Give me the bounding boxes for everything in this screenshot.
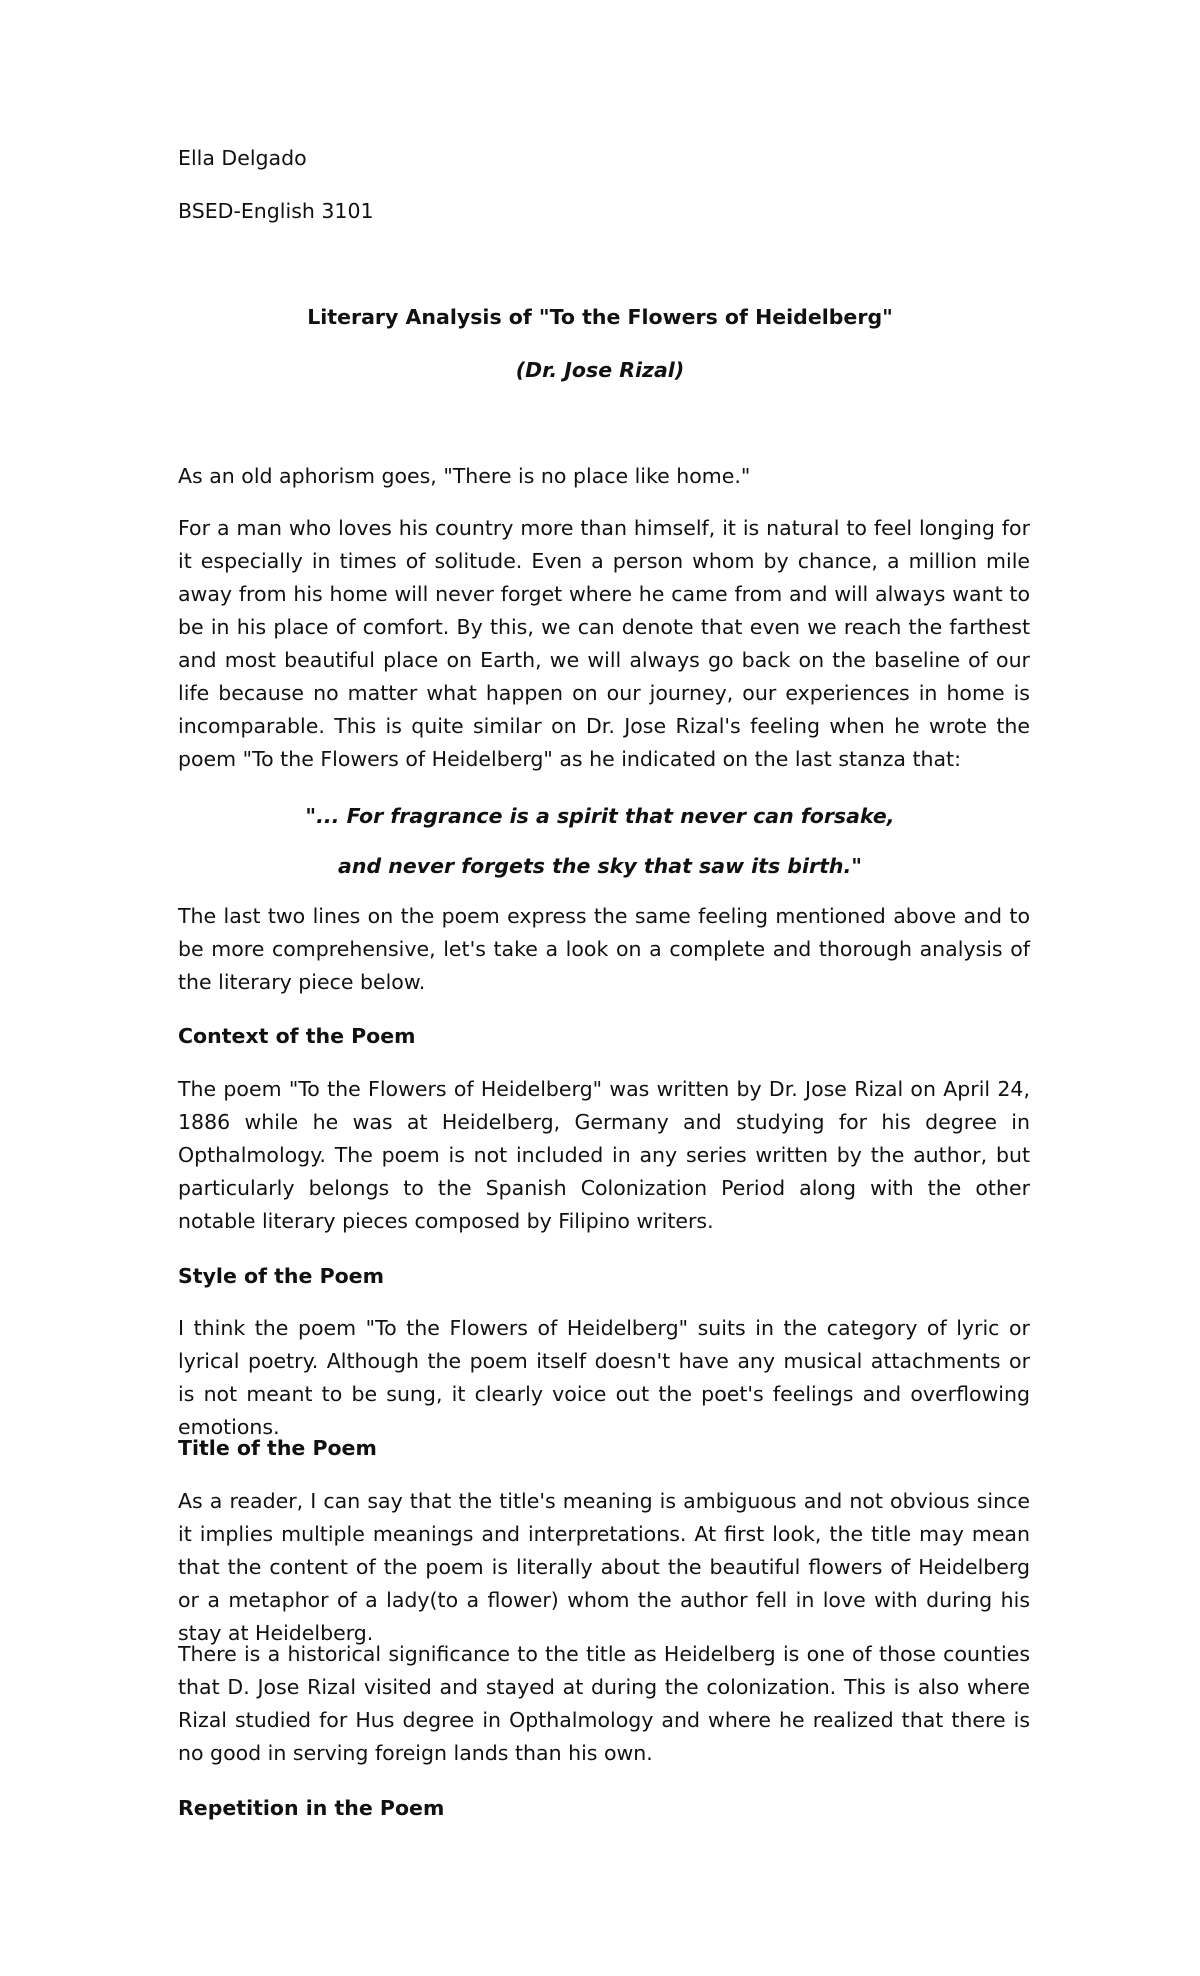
author-section: BSED-English 3101 bbox=[178, 199, 374, 223]
poem-quote-line-1: "... For fragrance is a spirit that never can forsake, bbox=[305, 804, 895, 828]
document-byline: (Dr. Jose Rizal) bbox=[515, 358, 685, 382]
style-heading: Style of the Poem bbox=[178, 1264, 384, 1288]
title-section-heading: Title of the Poem bbox=[178, 1436, 377, 1460]
poem-quote-line-2: and never forgets the sky that saw its birth." bbox=[338, 854, 862, 878]
document-title: Literary Analysis of "To the Flowers of Heidelberg" bbox=[307, 305, 893, 329]
intro-paragraph: For a man who loves his country more than himself, it is natural to feel longing for it especially in times of solitude. Even a person whom by chance, a million mile away from his home will never forget where he came from and will always want to be in his place of comfort. By this, we can denote that even we reach the farthest and most beautiful place on Earth, we will always go back on the baseline of our life because no matter what happen on our journey, our experiences in home is incomparable. This is quite similar on Dr. Jose Rizal's feeling when he wrote the poem "To the Flowers of Heidelberg" as he indicated on the last stanza that: bbox=[178, 516, 1030, 771]
author-name: Ella Delgado bbox=[178, 146, 307, 170]
intro-aphorism: As an old aphorism goes, "There is no place like home." bbox=[178, 464, 751, 488]
title-section-paragraph-2: There is a historical significance to the title as Heidelberg is one of those counties that D. Jose Rizal visited and stayed at during the colonization. This is also where Rizal studied for Hus degree in Opthalmology and where he realized that there is no good in serving foreign lands than his own. bbox=[178, 1642, 1030, 1765]
style-paragraph: I think the poem "To the Flowers of Heidelberg" suits in the category of lyric or lyrical poetry. Although the poem itself doesn't have any musical attachments or is not meant to be sung, it clearly voice out the poet's feelings and overflowing emotions. bbox=[178, 1316, 1030, 1439]
title-section-paragraph-1: As a reader, I can say that the title's meaning is ambiguous and not obvious since it implies multiple meanings and interpretations. At first look, the title may mean that the content of the poem is literally about the beautiful flowers of Heidelberg or a metaphor of a lady(to a flower) whom the author fell in love with during his stay at Heidelberg. bbox=[178, 1489, 1030, 1645]
context-paragraph: The poem "To the Flowers of Heidelberg" was written by Dr. Jose Rizal on April 24, 1886 while he was at Heidelberg, Germany and studying for his degree in Opthalmology. The poem is not included in any series written by the author, but particularly belongs to the Spanish Colonization Period along with the other notable literary pieces composed by Filipino writers. bbox=[178, 1077, 1030, 1233]
intro-followup-paragraph: The last two lines on the poem express the same feeling mentioned above and to be more comprehensive, let's take a look on a complete and thorough analysis of the literary piece below. bbox=[178, 904, 1030, 994]
context-heading: Context of the Poem bbox=[178, 1024, 416, 1048]
repetition-heading: Repetition in the Poem bbox=[178, 1796, 445, 1820]
